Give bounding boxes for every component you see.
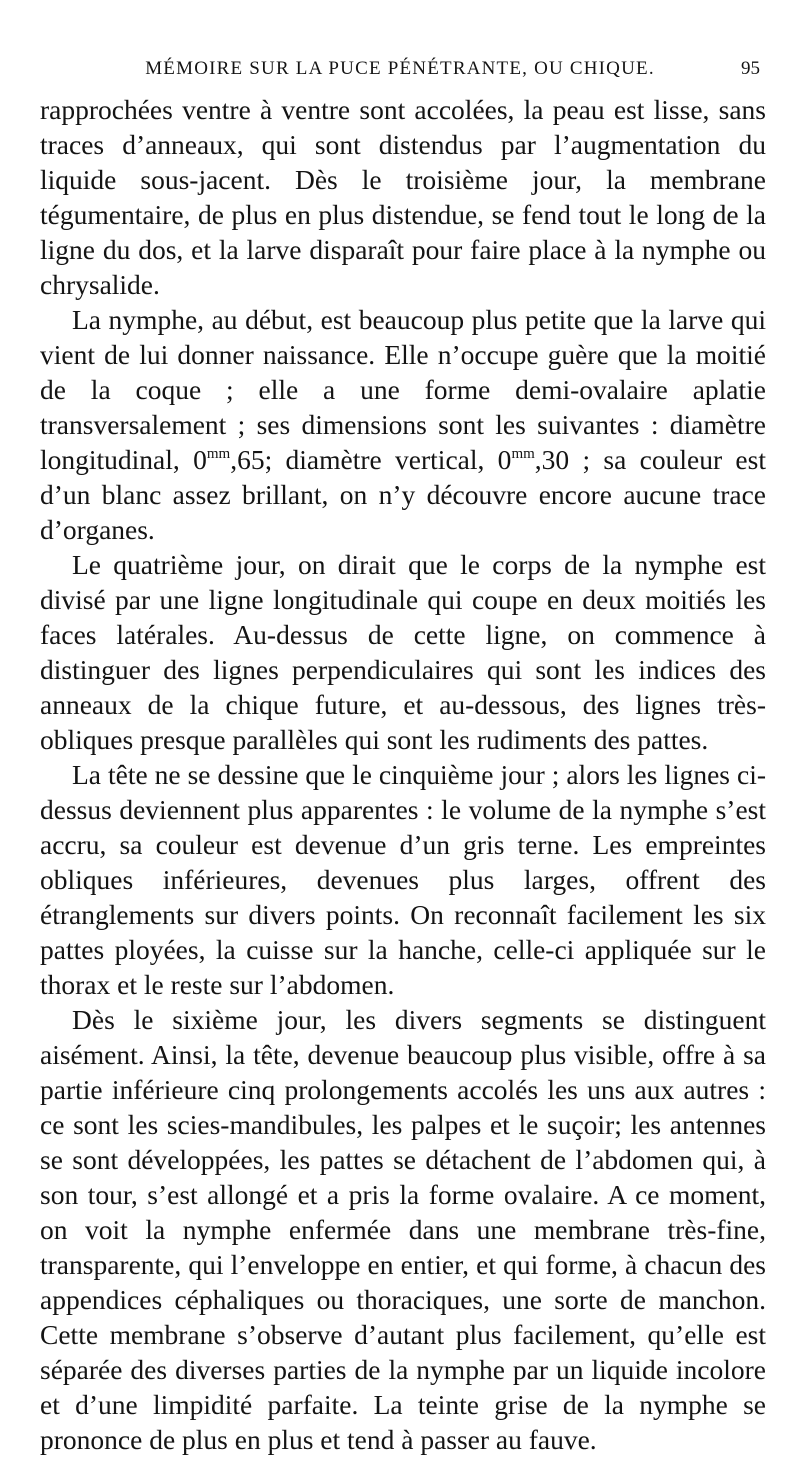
unit-superscript: mm — [206, 446, 231, 462]
page-number: 95 — [741, 58, 760, 79]
paragraph-2 — [40, 302, 766, 547]
running-head — [40, 56, 760, 82]
paragraph-5: Dès le sixième jour, les divers segments se distinguent aisément. Ainsi, la tête, devenue beaucoup plus visible, offre à sa partie inférieure cinq prolongements accolés les uns aux autres : ce sont les scies-mandibules, les palpes et le suçoir; les antennes se sont développées, les pattes se détachent de l’abdomen qui, à son tour, s’est allongé et a pris la forme ovalaire. A ce moment, on voit la nymphe enfermée dans une membrane très-fine, transparente, qui l’enveloppe en entier, et qui forme, à chacun des appendices céphaliques ou thoraciques, une sorte de manchon. Cette membrane s’observe d’autant plus facilement, qu’elle est séparée des diverses parties de la nymphe par un liquide incolore et d’une limpidité parfaite. La teinte grise de la nymphe se prononce de plus en plus et tend à passer au fauve. — [40, 1004, 766, 1455]
paragraph-2-text-middle: ,65; diamètre vertical, 0 — [230, 444, 512, 475]
paragraph-2-text-before: La nymphe, au début, est beaucoup plus petite que la larve qui vient de lui donner naissance. Elle n’occupe guère que la moitié de la coque ; elle a une forme demi-ovalaire aplatie transversalement ; ses dimensions sont les suivantes : diamètre longitudinal, 0 — [40, 304, 766, 475]
body-text — [40, 92, 766, 1457]
paragraph-2-text-after: ,30 ; sa couleur est d’un blanc assez brillant, on n’y découvre encore aucune trace d’organes. — [40, 444, 766, 545]
unit-superscript: mm — [511, 446, 535, 462]
running-title: MÉMOIRE SUR LA PUCE PÉNÉTRANTE, OU CHIQUE. — [145, 58, 655, 79]
paragraph-4: La tête ne se dessine que le cinquième jour ; alors les lignes ci-dessus deviennent plus apparentes : le volume de la nymphe s’est accru, sa couleur est devenue d’un gris terne. Les empreintes obliques inférieures, devenues plus larges, offrent des étranglements sur divers points. On reconnaît facilement les six pattes ployées, la cuisse sur la hanche, celle-ci appliquée sur le thorax et le reste sur l’abdomen. — [40, 759, 766, 1000]
paragraph-1: rapprochées ventre à ventre sont accolées, la peau est lisse, sans traces d’anneaux, qui sont distendus par l’augmentation du liquide sous-jacent. Dès le troisième jour, la membrane tégumentaire, de plus en plus distendue, se fend tout le long de la ligne du dos, et la larve disparaît pour faire place à la nymphe ou chrysalide. — [40, 94, 766, 300]
paragraph-3: Le quatrième jour, on dirait que le corps de la nymphe est divisé par une ligne longitudinale qui coupe en deux moitiés les faces latérales. Au-dessus de cette ligne, on commence à distinguer des lignes perpendiculaires qui sont les indices des anneaux de la chique future, et au-dessous, des lignes très-obliques presque parallèles qui sont les rudiments des pattes. — [40, 549, 766, 755]
